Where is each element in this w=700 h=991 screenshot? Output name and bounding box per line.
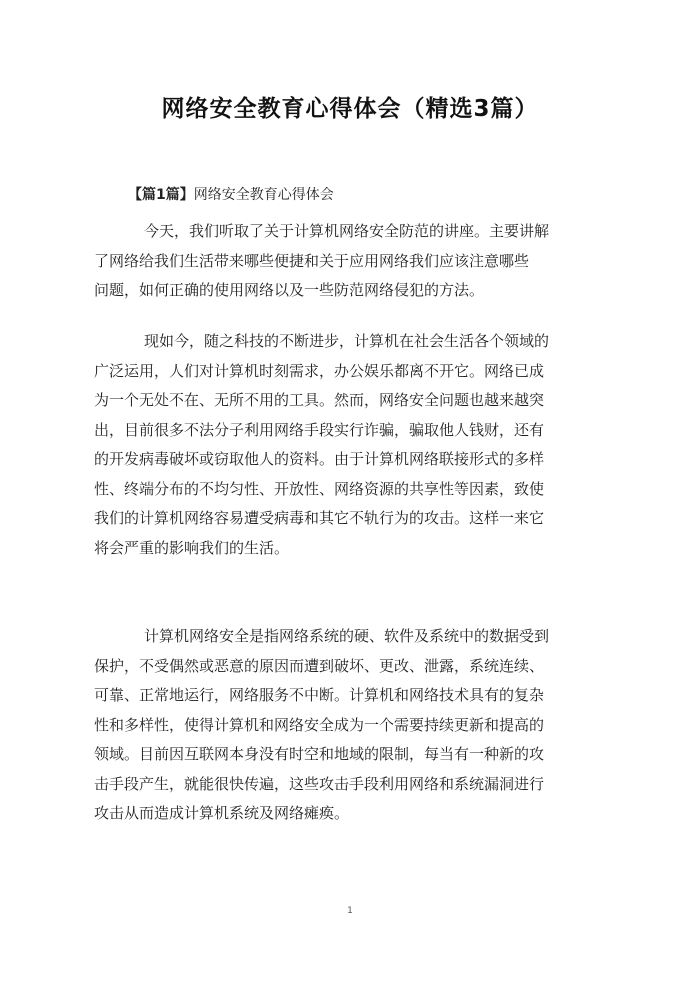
paragraph-1 [94, 217, 599, 306]
paragraph-line: 领域。目前因互联网本身没有时空和地域的限制，每当有一种新的攻 [94, 745, 545, 763]
paragraph-line: 我们的计算机网络容易遭受病毒和其它不轨行为的攻击。这样一来它 [94, 509, 545, 527]
paragraph-line: 将会严重的影响我们的生活。 [94, 538, 290, 557]
paragraph-line: 为一个无处不在、无所不用的工具。然而，网络安全问题也越来越突 [94, 391, 545, 409]
paragraph-line: 攻击从而造成计算机系统及网络瘫痪。 [94, 804, 350, 822]
paragraph-line: 性、终端分布的不均匀性、开放性、网络资源的共享性等因素，致使 [94, 479, 545, 498]
paragraph-line: 现如今，随之科技的不断进步，计算机在社会生活各个领域的 [144, 332, 550, 350]
section-tag: 【篇1篇】 [128, 187, 194, 203]
paragraph-3 [94, 622, 599, 829]
paragraph-line: 出，目前很多不法分子利用网络手段实行诈骗，骗取他人钱财，还有 [94, 420, 545, 439]
paragraph-line: 性和多样性，使得计算机和网络安全成为一个需要持续更新和提高的 [94, 715, 545, 734]
page-number: 1 [347, 906, 353, 916]
paragraph-line: 计算机网络安全是指网络系统的硬、软件及系统中的数据受到 [144, 627, 550, 645]
section-heading-text: 网络安全教育心得体会 [193, 187, 334, 203]
paragraph-line: 的开发病毒破坏或窃取他人的资料。由于计算机网络联接形式的多样 [94, 450, 545, 468]
paragraph-line: 保护，不受偶然或恶意的原因而遭到破坏、更改、泄露，系统连续、 [94, 656, 545, 675]
paragraph-line: 广泛运用，人们对计算机时刻需求，办公娱乐都离不开它。网络已成 [94, 361, 545, 380]
paragraph-2 [94, 327, 599, 563]
paragraph-line: 今天，我们听取了关于计算机网络安全防范的讲座。主要讲解 [144, 222, 550, 240]
paragraph-line: 可靠、正常地运行，网络服务不中断。计算机和网络技术具有的复杂 [94, 686, 545, 704]
section-heading [128, 183, 334, 207]
paragraph-line: 击手段产生，就能很快传遍，这些攻击手段利用网络和系统漏洞进行 [94, 774, 545, 793]
document-title: 网络安全教育心得体会（精选3篇） [161, 96, 539, 122]
paragraph-line: 了网络给我们生活带来哪些便捷和关于应用网络我们应该注意哪些 [94, 251, 530, 270]
paragraph-line: 问题，如何正确的使用网络以及一些防范网络侵犯的方法。 [94, 281, 485, 299]
